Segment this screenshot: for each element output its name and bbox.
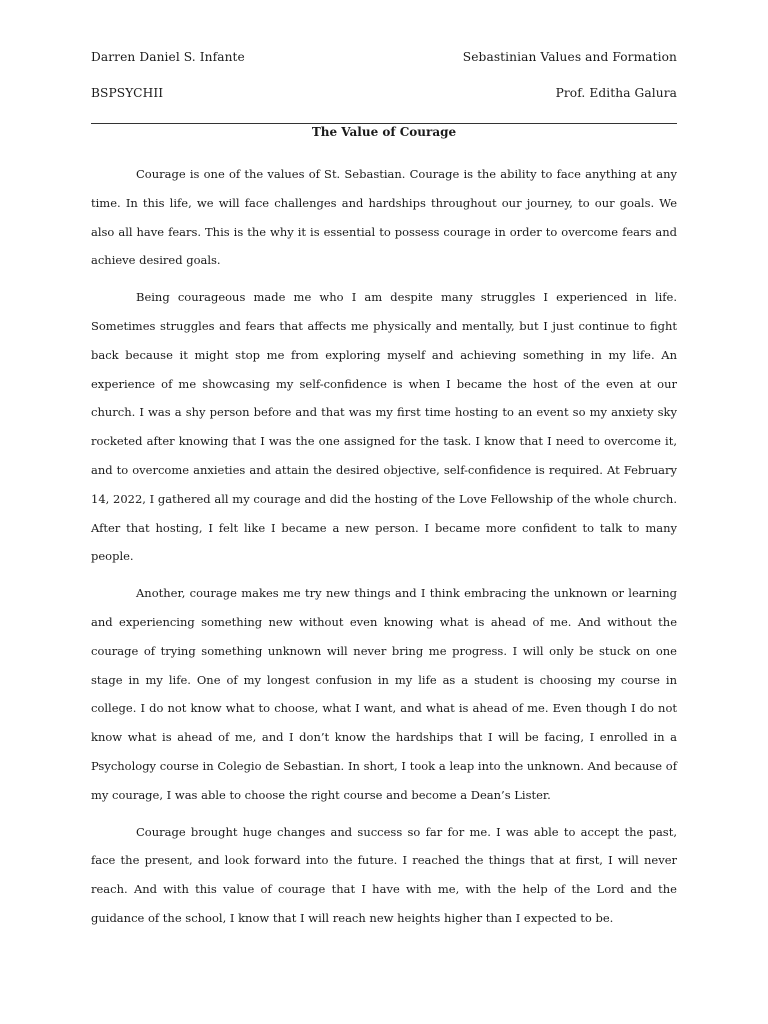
paragraph: Another, courage makes me try new things and I think embracing the unknown or learning and experiencing something new without even knowing what is ahead of me. And without the courage of trying something unknown will never bring me progress. I will only be stuck on one stage in my life. One of my longest confusion in my life as a student is choosing my course in college. I do not know what to choose, what I want, and what is ahead of me. Even though I do not know what is ahead of me, and I don’t know the hardships that I will be facing, I enrolled in a Psychology course in Colegio de Sebastian. In short, I took a leap into the unknown. And because of my courage, I was able to choose the right course and become a Dean’s Lister. [91, 586, 677, 802]
document-title: The Value of Courage [311, 125, 457, 139]
header-row-top [91, 50, 677, 64]
header-divider [91, 123, 677, 124]
professor-name: Prof. Editha Galura [555, 86, 677, 100]
program-name: BSPSYCHII [91, 86, 164, 100]
author-name: Darren Daniel S. Infante [91, 50, 245, 64]
document-body [91, 160, 677, 941]
paragraph: Being courageous made me who I am despite many struggles I experienced in life. Sometimes struggles and fears that affects me physically and mentally, but I just continue to fight back because it might stop me from exploring myself and achieving something in my life. An experience of me showcasing my self-confidence is when I became the host of the even at our church. I was a shy person before and that was my first time hosting to an event so my anxiety sky rocketed after knowing that I was the one assigned for the task. I know that I need to overcome it, and to overcome anxieties and attain the desired objective, self-confidence is required. At February 14, 2022, I gathered all my courage and did the hosting of the Love Fellowship of the whole church. After that hosting, I felt like I became a new person. I became more confident to talk to many people. [91, 290, 677, 564]
paragraph: Courage is one of the values of St. Sebastian. Courage is the ability to face anything at any time. In this life, we will face challenges and hardships throughout our journey, to our goals. We also all have fears. This is the why it is essential to possess courage in order to overcome fears and achieve desired goals. [91, 167, 677, 268]
course-title: Sebastinian Values and Formation [462, 50, 677, 64]
paragraph: Courage brought huge changes and success so far for me. I was able to accept the past, face the present, and look forward into the future. I reached the things that at first, I will never reach. And with this value of courage that I have with me, with the help of the Lord and the guidance of the school, I know that I will reach new heights higher than I expected to be. [91, 824, 677, 925]
header-row-bottom [91, 86, 677, 100]
